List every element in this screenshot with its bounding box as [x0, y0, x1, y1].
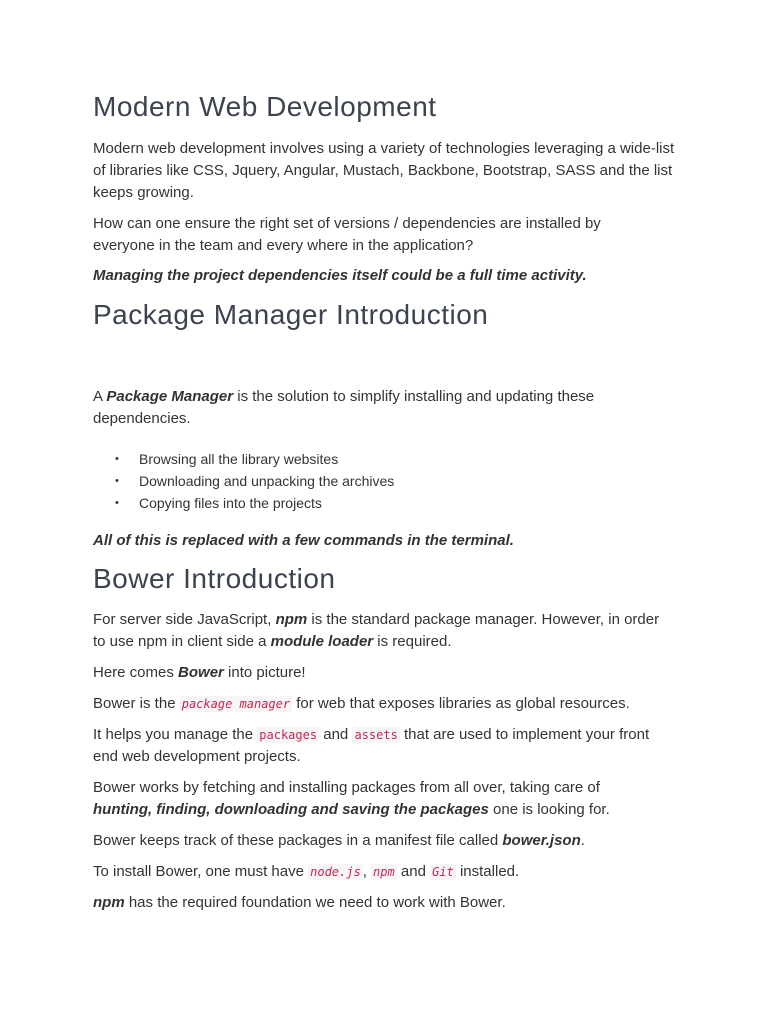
text: It helps you manage the [93, 726, 258, 743]
code-node-js: node.js [310, 865, 361, 879]
text: Bower works by fetching and installing packages from all over, taking care of [93, 779, 600, 796]
term-npm: npm [275, 611, 308, 628]
task-list [93, 448, 675, 514]
paragraph-replaced: All of this is replaced with a few commands in the terminal. [93, 532, 514, 549]
bullet-icon: • [115, 475, 119, 487]
text: Bower is the [93, 695, 180, 712]
heading-bower-introduction: Bower Introduction [93, 563, 336, 594]
code-git: Git [432, 865, 454, 879]
paragraph-fetching [93, 777, 653, 821]
text: For server side JavaScript, [93, 611, 276, 628]
bullet-icon: • [115, 453, 119, 465]
text: that are used to implement your front end web development projects. [93, 726, 650, 765]
list-item [115, 448, 675, 470]
heading-modern-web-development: Modern Web Development [93, 91, 437, 122]
code-packages: packages [259, 728, 318, 742]
paragraph-question: How can one ensure the right set of versions / dependencies are installed by everyone in the team and every where in the application? [93, 215, 601, 254]
text: , [362, 863, 372, 880]
text: is the solution to simplify installing and updating these dependencies. [93, 388, 595, 427]
paragraph-package-manager [93, 386, 653, 430]
text: for web that exposes libraries as global resources. [292, 695, 630, 712]
paragraph-manage [93, 724, 673, 768]
paragraph-bower-is [93, 693, 683, 715]
paragraph-npm [93, 609, 663, 653]
text: To install Bower, one must have [93, 863, 309, 880]
code-package-manager: package manager [181, 697, 291, 711]
list-item [115, 492, 675, 514]
heading-package-manager: Package Manager Introduction [93, 299, 489, 330]
term-module-loader: module loader [270, 633, 374, 650]
term-bower: Bower [178, 664, 224, 681]
paragraph-intro: Modern web development involves using a variety of technologies leveraging a wide-list of libraries like CSS, Jquery, Angular, Mustach, Backbone, Bootstrap, SASS and the list keeps growing. [93, 140, 675, 201]
list-item-label: Copying files into the projects [139, 495, 322, 511]
paragraph-here-comes-bower [93, 662, 663, 684]
term-bower-json: bower.json [502, 832, 581, 849]
text: A [93, 388, 107, 405]
paragraph-install [93, 861, 683, 883]
text: is required. [373, 633, 452, 650]
code-assets: assets [354, 728, 398, 742]
list-item-label: Downloading and unpacking the archives [139, 473, 395, 489]
text: has the required foundation we need to work with Bower. [124, 894, 506, 911]
text: Here comes [93, 664, 179, 681]
list-item-label: Browsing all the library websites [139, 451, 339, 467]
text: into picture! [223, 664, 306, 681]
text: Bower keeps track of these packages in a manifest file called [93, 832, 503, 849]
paragraph-manifest [93, 830, 683, 852]
paragraph-foundation [93, 892, 683, 914]
term-package-manager: Package Manager [106, 388, 234, 405]
term-npm: npm [93, 894, 125, 911]
term-hunting: hunting, finding, downloading and saving the packages [93, 801, 489, 818]
paragraph-emphasis: Managing the project dependencies itself could be a full time activity. [93, 267, 587, 284]
list-item [115, 470, 675, 492]
text: one is looking for. [488, 801, 610, 818]
text: and [396, 863, 431, 880]
bullet-icon: • [115, 497, 119, 509]
text: installed. [455, 863, 520, 880]
text: . [580, 832, 585, 849]
text: is the standard package manager. However, in order to use npm in client side a [93, 611, 660, 650]
text: and [319, 726, 353, 743]
code-npm: npm [373, 865, 395, 879]
